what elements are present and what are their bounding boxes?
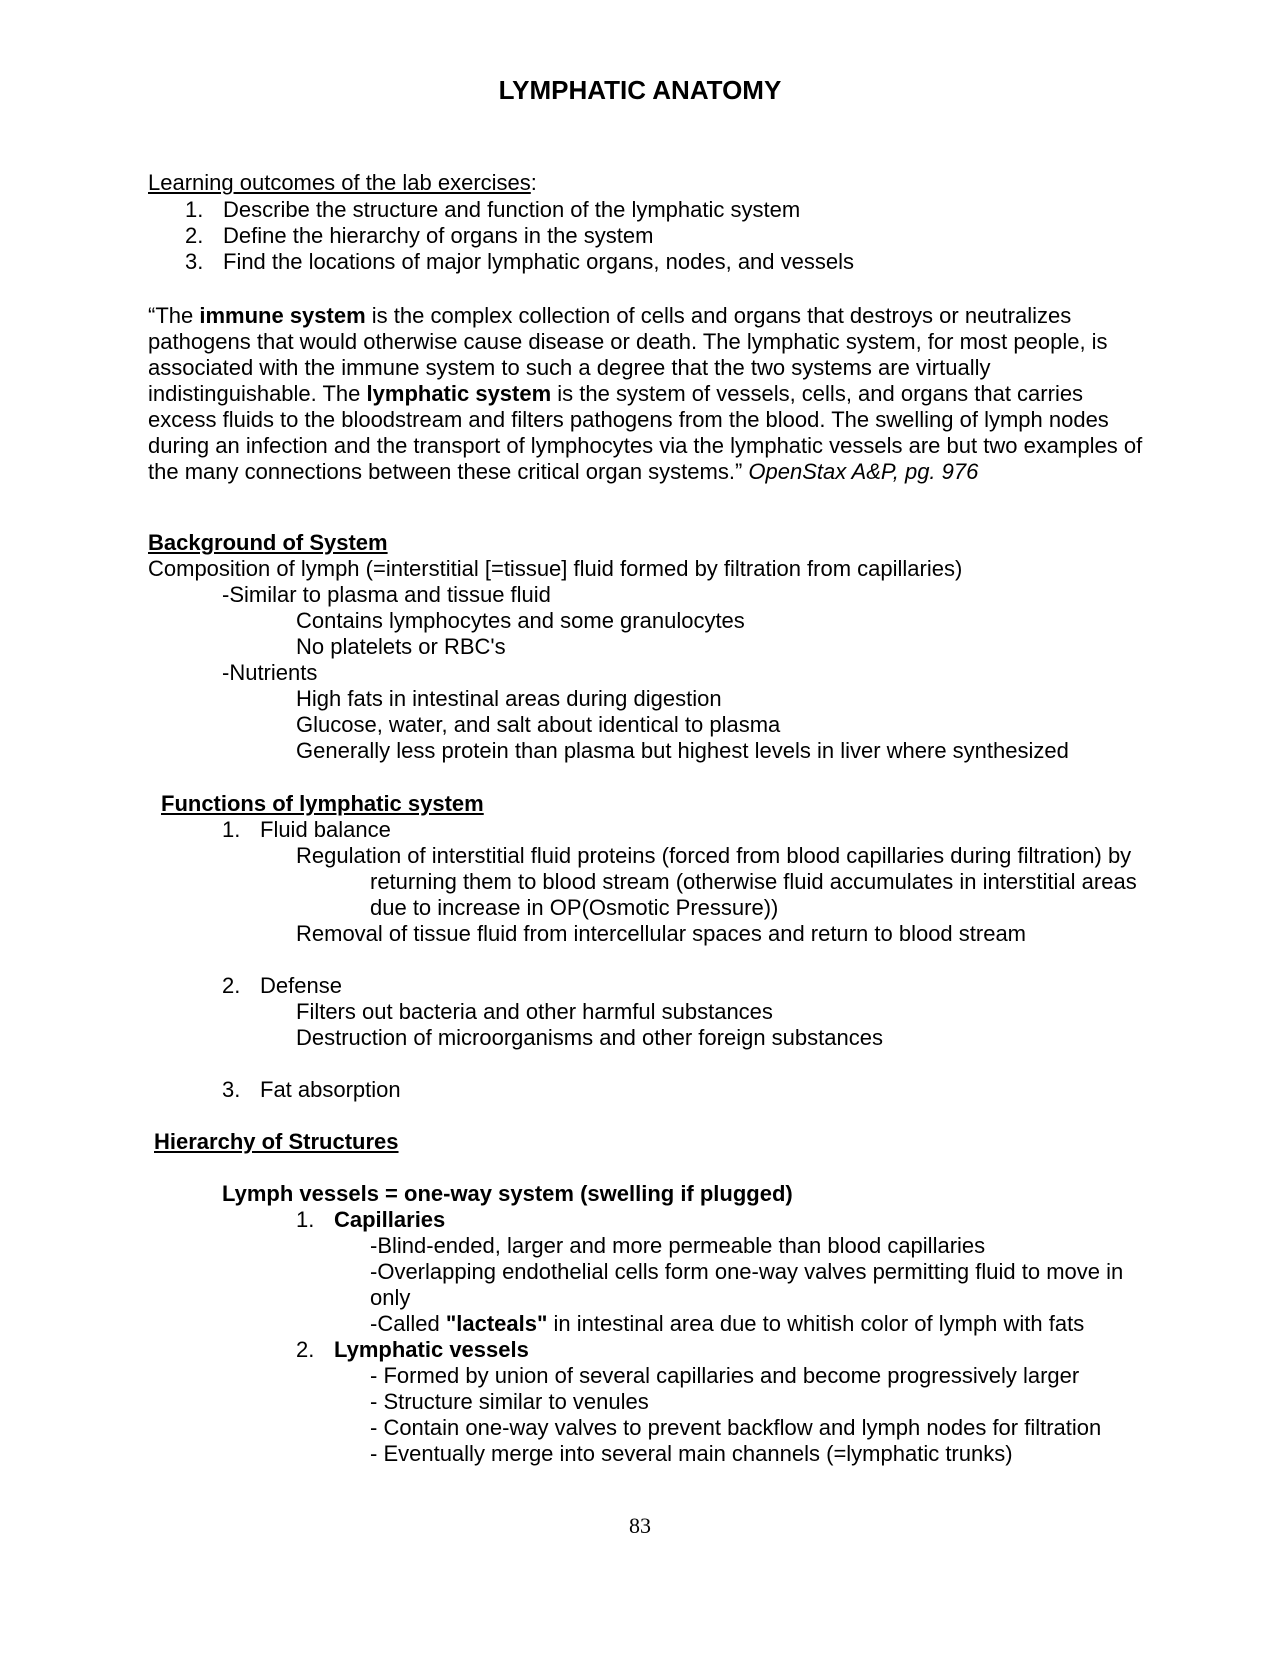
function-detail: Filters out bacteria and other harmful substances xyxy=(296,999,773,1024)
quote-line xyxy=(148,459,978,485)
learning-outcome-item xyxy=(185,249,854,275)
list-number: 1. xyxy=(185,197,204,222)
list-text: Defense xyxy=(260,973,342,998)
section-heading-background: Background of System xyxy=(148,530,388,555)
list-number: 1. xyxy=(222,817,241,842)
list-item: Contains lymphocytes and some granulocytes xyxy=(296,608,745,633)
quote-citation: OpenStax A&P, pg. 976 xyxy=(748,459,979,484)
list-item: No platelets or RBC's xyxy=(296,634,506,659)
function-item xyxy=(222,973,342,999)
detail-text: -Called xyxy=(370,1311,446,1336)
page-number: 83 xyxy=(629,1513,651,1538)
quote-line xyxy=(148,303,1071,329)
list-number: 3. xyxy=(222,1077,241,1102)
list-item: High fats in intestinal areas during digestion xyxy=(296,686,722,711)
section-heading-hierarchy: Hierarchy of Structures xyxy=(154,1129,399,1154)
list-text: Fat absorption xyxy=(260,1077,401,1102)
detail-term-bold: "lacteals" xyxy=(445,1311,548,1336)
hierarchy-detail: - Eventually merge into several main channels (=lymphatic trunks) xyxy=(370,1441,1013,1466)
quote-line: pathogens that would otherwise cause disease or death. The lymphatic system, for most people, is xyxy=(148,329,1108,354)
list-item: Generally less protein than plasma but highest levels in liver where synthesized xyxy=(296,738,1069,763)
nutrients-line: -Nutrients xyxy=(222,660,318,685)
list-item: Glucose, water, and salt about identical to plasma xyxy=(296,712,781,737)
quote-text: indistinguishable. The xyxy=(148,381,367,406)
quote-term-bold: immune system xyxy=(199,303,366,328)
composition-line: Composition of lymph (=interstitial [=tissue] fluid formed by filtration from capillaries) xyxy=(148,556,963,581)
list-number: 1. xyxy=(296,1207,315,1232)
similar-line: -Similar to plasma and tissue fluid xyxy=(222,582,551,607)
hierarchy-detail: -Blind-ended, larger and more permeable than blood capillaries xyxy=(370,1233,986,1258)
quote-line: during an infection and the transport of lymphocytes via the lymphatic vessels are but two examples of xyxy=(148,433,1143,458)
learning-outcomes-heading xyxy=(148,170,537,196)
function-item xyxy=(222,1077,401,1103)
quote-text: is the complex collection of cells and organs that destroys or neutralizes xyxy=(365,303,1072,328)
heading-colon: : xyxy=(530,170,537,195)
hierarchy-detail: -Overlapping endothelial cells form one-way valves permitting fluid to move in xyxy=(370,1259,1124,1284)
quote-text: “The xyxy=(148,303,200,328)
hierarchy-detail: only xyxy=(370,1285,411,1310)
learning-outcome-item xyxy=(185,197,800,223)
list-number: 2. xyxy=(222,973,241,998)
function-detail: returning them to blood stream (otherwise fluid accumulates in interstitial areas xyxy=(370,869,1137,894)
hierarchy-detail: - Contain one-way valves to prevent backflow and lymph nodes for filtration xyxy=(370,1415,1102,1440)
function-detail: Destruction of microorganisms and other foreign substances xyxy=(296,1025,883,1050)
hierarchy-item xyxy=(296,1337,529,1363)
hierarchy-item xyxy=(296,1207,445,1233)
learning-outcomes-heading-text: Learning outcomes of the lab exercises xyxy=(148,170,531,195)
list-text: Find the locations of major lymphatic organs, nodes, and vessels xyxy=(223,249,854,274)
quote-line: excess fluids to the bloodstream and filters pathogens from the blood. The swelling of lymph nodes xyxy=(148,407,1109,432)
list-title: Capillaries xyxy=(334,1207,446,1232)
hierarchy-detail: - Structure similar to venules xyxy=(370,1389,649,1414)
learning-outcome-item xyxy=(185,223,653,249)
list-text: Fluid balance xyxy=(260,817,391,842)
quote-line: associated with the immune system to such a degree that the two systems are virtually xyxy=(148,355,991,380)
hierarchy-detail xyxy=(370,1311,1084,1337)
function-detail: Regulation of interstitial fluid proteins (forced from blood capillaries during filtration) by xyxy=(296,843,1132,868)
function-item xyxy=(222,817,391,843)
list-text: Define the hierarchy of organs in the system xyxy=(223,223,654,248)
hierarchy-detail: - Formed by union of several capillaries and become progressively larger xyxy=(370,1363,1080,1388)
page-title: LYMPHATIC ANATOMY xyxy=(498,75,782,105)
quote-term-bold: lymphatic system xyxy=(366,381,552,406)
function-detail: due to increase in OP(Osmotic Pressure)) xyxy=(370,895,779,920)
list-text: Describe the structure and function of the lymphatic system xyxy=(223,197,801,222)
section-heading-functions: Functions of lymphatic system xyxy=(161,791,484,816)
quote-line xyxy=(148,381,1083,407)
list-number: 2. xyxy=(185,223,204,248)
list-number: 3. xyxy=(185,249,204,274)
list-number: 2. xyxy=(296,1337,315,1362)
vessels-heading: Lymph vessels = one-way system (swelling if plugged) xyxy=(222,1181,793,1206)
detail-text: in intestinal area due to whitish color of lymph with fats xyxy=(547,1311,1085,1336)
list-title: Lymphatic vessels xyxy=(334,1337,529,1362)
quote-text: the many connections between these critical organ systems.” xyxy=(148,459,749,484)
function-detail: Removal of tissue fluid from intercellular spaces and return to blood stream xyxy=(296,921,1027,946)
quote-text: is the system of vessels, cells, and organs that carries xyxy=(551,381,1084,406)
